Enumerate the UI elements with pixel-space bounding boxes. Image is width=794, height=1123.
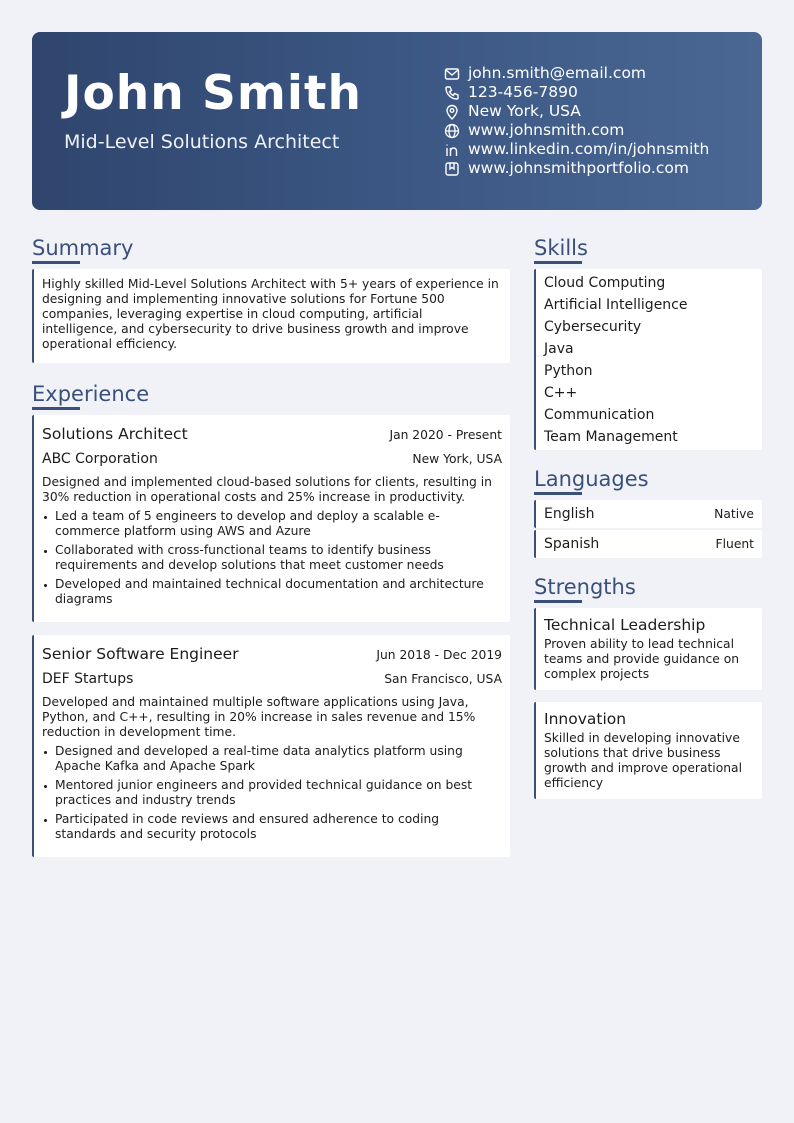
language-name: Spanish bbox=[544, 536, 600, 552]
achievement-item: Led a team of 5 engineers to develop and deploy a scalable e-commerce platform using AWS and Azure bbox=[42, 509, 502, 539]
experience-item bbox=[32, 415, 510, 622]
skill-item: Team Management bbox=[544, 429, 678, 445]
resume-header bbox=[32, 32, 762, 210]
strength-description: Proven ability to lead technical teams and provide guidance on complex projects bbox=[544, 637, 740, 681]
contact-website[interactable] bbox=[444, 121, 709, 140]
job-location: New York, USA bbox=[412, 452, 502, 466]
strength-title: Technical Leadership bbox=[544, 616, 706, 634]
achievement-item: Designed and developed a real-time data analytics platform using Apache Kafka and Apache Spark bbox=[42, 744, 502, 774]
skills-section bbox=[534, 236, 762, 450]
skills-card bbox=[534, 269, 762, 450]
contact-text: www.johnsmith.com bbox=[468, 121, 625, 139]
language-level: Fluent bbox=[715, 537, 754, 551]
portfolio-icon bbox=[444, 161, 460, 177]
experience-item bbox=[32, 635, 510, 857]
job-date: Jan 2020 - Present bbox=[389, 428, 502, 442]
section-title: Experience bbox=[32, 382, 150, 406]
experience-header bbox=[42, 424, 502, 444]
mail-icon bbox=[444, 66, 460, 82]
section-title: Summary bbox=[32, 236, 134, 260]
section-underline bbox=[32, 407, 80, 410]
candidate-name: John Smith bbox=[64, 66, 362, 121]
section-underline bbox=[534, 600, 582, 603]
job-location: San Francisco, USA bbox=[384, 672, 502, 686]
contact-text: New York, USA bbox=[468, 102, 581, 120]
contact-text: www.johnsmithportfolio.com bbox=[468, 159, 689, 177]
achievement-item: Mentored junior engineers and provided technical guidance on best practices and industry trends bbox=[42, 778, 502, 808]
contact-list bbox=[444, 64, 709, 178]
phone-icon bbox=[444, 85, 460, 101]
contact-location bbox=[444, 102, 709, 121]
summary-section bbox=[32, 236, 510, 363]
language-name: English bbox=[544, 506, 595, 522]
contact-linkedin[interactable] bbox=[444, 140, 709, 159]
summary-card bbox=[32, 269, 510, 363]
linkedin-icon bbox=[444, 142, 460, 158]
skill-item: Cloud Computing bbox=[544, 275, 666, 291]
job-date: Jun 2018 - Dec 2019 bbox=[376, 648, 502, 662]
section-underline bbox=[534, 492, 582, 495]
strength-card bbox=[534, 702, 762, 799]
section-title: Languages bbox=[534, 467, 649, 491]
job-title: Solutions Architect bbox=[42, 425, 188, 443]
strength-description: Skilled in developing innovative solutions that drive business growth and improve operational efficiency bbox=[544, 731, 742, 790]
strengths-section bbox=[534, 575, 762, 799]
achievement-item: Participated in code reviews and ensured adherence to coding standards and security protocols bbox=[42, 812, 502, 842]
section-title: Skills bbox=[534, 236, 588, 260]
language-item bbox=[534, 500, 762, 528]
experience-header bbox=[42, 644, 502, 664]
languages-section bbox=[534, 467, 762, 558]
globe-icon bbox=[444, 123, 460, 139]
skill-item: Artificial Intelligence bbox=[544, 297, 688, 313]
language-item bbox=[534, 530, 762, 558]
experience-subheader bbox=[42, 670, 502, 688]
language-level: Native bbox=[714, 507, 754, 521]
section-title: Strengths bbox=[534, 575, 636, 599]
contact-email[interactable] bbox=[444, 64, 709, 83]
strength-title: Innovation bbox=[544, 710, 627, 728]
achievement-list bbox=[42, 744, 502, 842]
experience-section bbox=[32, 382, 510, 857]
contact-text: www.linkedin.com/in/johnsmith bbox=[468, 140, 710, 158]
skill-item: C++ bbox=[544, 385, 578, 401]
job-description: Designed and implemented cloud-based solutions for clients, resulting in 30% reduction in operational costs and 25% increase in productivity. bbox=[42, 475, 492, 504]
company-name: ABC Corporation bbox=[42, 451, 158, 467]
contact-text: 123-456-7890 bbox=[468, 83, 578, 101]
section-underline bbox=[32, 261, 80, 264]
company-name: DEF Startups bbox=[42, 671, 134, 687]
skill-item: Java bbox=[544, 341, 574, 357]
achievement-list bbox=[42, 509, 502, 607]
job-title: Senior Software Engineer bbox=[42, 645, 239, 663]
achievement-item: Developed and maintained technical documentation and architecture diagrams bbox=[42, 577, 502, 607]
location-icon bbox=[444, 104, 460, 120]
skill-item: Communication bbox=[544, 407, 655, 423]
main-column bbox=[32, 236, 510, 857]
contact-phone[interactable] bbox=[444, 83, 709, 102]
job-description: Developed and maintained multiple software applications using Java, Python, and C++, resulting in 20% increase in sales revenue and 15% reduction in development time. bbox=[42, 695, 476, 739]
achievement-item: Collaborated with cross-functional teams to identify business requirements and develop solutions that meet customer needs bbox=[42, 543, 502, 573]
side-column bbox=[534, 236, 762, 799]
contact-portfolio[interactable] bbox=[444, 159, 709, 178]
summary-text: Highly skilled Mid-Level Solutions Architect with 5+ years of experience in designing and implementing innovative solutions for Fortune 500 companies, leveraging expertise in cloud computing, artificial intelligence, and cybersecurity to drive business growth and improve operational efficiency. bbox=[42, 277, 499, 351]
skill-item: Cybersecurity bbox=[544, 319, 642, 335]
section-underline bbox=[534, 261, 582, 264]
skill-item: Python bbox=[544, 363, 593, 379]
experience-subheader bbox=[42, 450, 502, 468]
candidate-role: Mid-Level Solutions Architect bbox=[64, 131, 340, 153]
contact-text: john.smith@email.com bbox=[468, 64, 647, 82]
strength-card bbox=[534, 608, 762, 690]
